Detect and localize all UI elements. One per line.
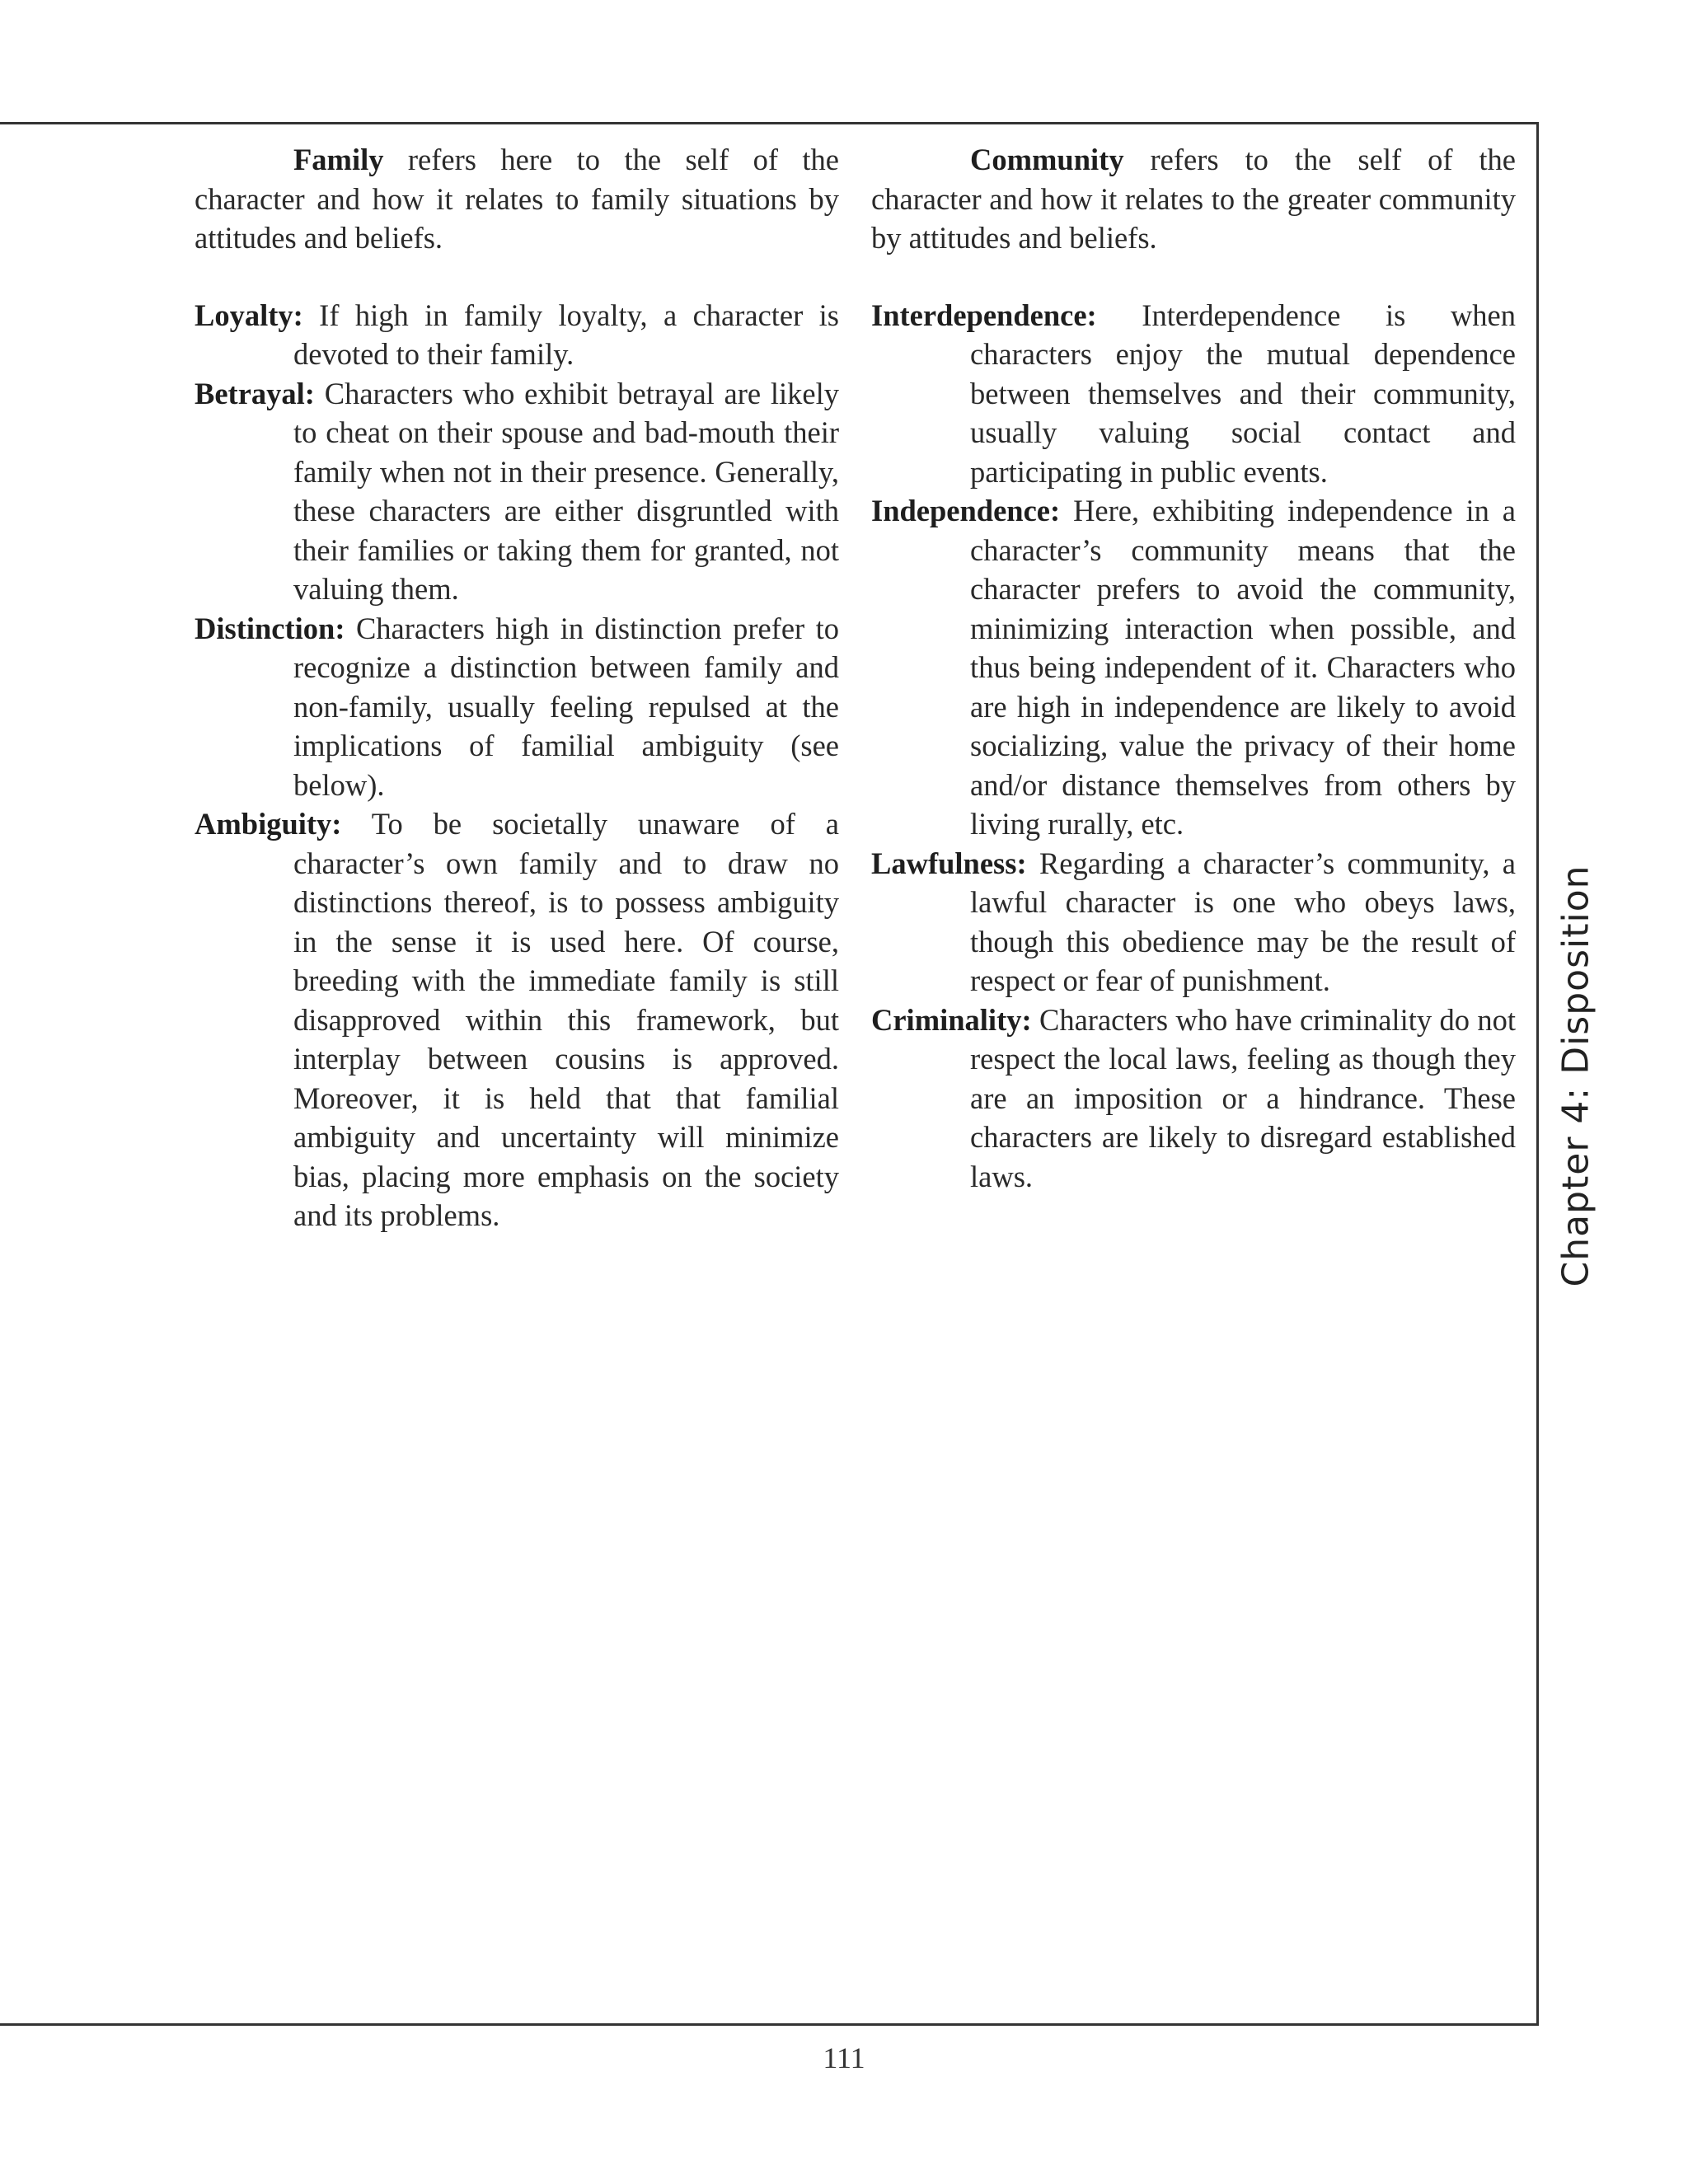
entry-text: Regarding a character’s community, a lawful character is one who obeys laws, though this obedience may be the result of respect or fear of punishment. [970, 846, 1517, 997]
page-number: 111 [823, 2041, 865, 2074]
entry-criminality [871, 1001, 1516, 1197]
entry-betrayal [195, 374, 839, 609]
entry-term: Interdependence: [871, 298, 1097, 332]
family-intro [195, 140, 839, 258]
entry-text: Interdependence is when characters enjoy the mutual dependence between themselves and their community, usually valuing social contact and participating in public events. [970, 298, 1517, 489]
entry-interdependence [871, 296, 1516, 492]
entry-text: Characters who have criminality do not respect the local laws, feeling as though they are an imposition or a hindrance. These characters are likely to disregard established laws. [970, 1002, 1516, 1193]
entry-term: Independence: [871, 494, 1061, 527]
entry-term: Betrayal: [195, 376, 315, 410]
chapter-tab [1543, 864, 1609, 1287]
entry-text: Here, exhibiting independence in a character’s community means that the character prefers to avoid the community, minimizing interaction when possible, and thus being independent of it. Characters who are high in independence are likely to avoid socializing, value the privacy of their home and/or distance themselves from others by living rurally, etc. [970, 494, 1516, 841]
intro-text-community: refers to the self of the character and how it relates to the greater community by attitudes and beliefs. [871, 143, 1517, 255]
left-column [195, 140, 839, 1235]
entry-term: Ambiguity: [195, 807, 342, 841]
entry-term: Distinction: [195, 611, 345, 645]
entry-lawfulness [871, 844, 1516, 1001]
intro-term-community: Community [970, 143, 1124, 176]
entry-independence [871, 491, 1516, 844]
entry-ambiguity [195, 804, 839, 1235]
right-column [871, 140, 1516, 1196]
intro-text-family: refers here to the self of the character and how it relates to family situations by attitudes and beliefs. [195, 143, 839, 255]
entry-term: Loyalty: [195, 298, 303, 332]
intro-term-family: Family [293, 143, 384, 176]
entry-text: Characters who exhibit betrayal are likely to cheat on their spouse and bad-mouth their family when not in their presence. Generally, these characters are either disgruntled with their families or taking them for granted, not valuing them. [293, 376, 839, 606]
entry-term: Lawfulness: [871, 846, 1027, 880]
entry-term: Criminality: [871, 1002, 1032, 1037]
chapter-title: Chapter 4: Disposition [1554, 864, 1597, 1287]
entry-distinction [195, 609, 839, 805]
entry-text: If high in family loyalty, a character is devoted to their family. [293, 298, 840, 371]
entry-loyalty [195, 296, 839, 374]
entry-text: Characters high in distinction prefer to recognize a distinction between family and non-family, usually feeling repulsed at the implications of familial ambiguity (see below). [293, 611, 840, 802]
entry-text: To be societally unaware of a character’s own family and to draw no distinctions thereof, is to possess ambiguity in the sense it is used here. Of course, breeding with the immediate family is still disapproved within this framework, but interplay between cousins is approved. Moreover, it is held that that familial ambiguity and uncertainty will minimize bias, placing more emphasis on the society and its problems. [293, 807, 839, 1232]
community-intro [871, 140, 1516, 258]
